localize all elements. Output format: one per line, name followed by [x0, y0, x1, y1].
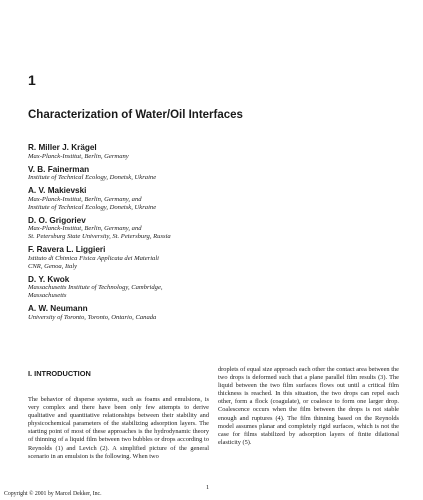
chapter-title: Characterization of Water/Oil Interfaces: [28, 109, 243, 121]
body-paragraph: The behavior of disperse systems, such as foams and emulsions, is very complex and there have been only few attempts to derive qualitative and quantitative relationships between their stability and physicochemical parameters of the stabilizing adsorption layers. The starting point of most of these approaches is the hydrodynamic theory of thinning of a liquid film between two bubbles or drops according to Reynolds (1) and Levich (2). A simplified picture of the general scenario in an emulsion is the following. When two: [28, 396, 209, 460]
author-entry: [28, 186, 398, 212]
author-entry: [28, 165, 398, 183]
author-affiliation: Max-Planck-Institut, Berlin, Germany, and: [28, 195, 142, 203]
author-affiliation: Istituto di Chimica Fisica Applicata dei Materiali: [28, 254, 160, 262]
chapter-number: 1: [28, 72, 36, 88]
body-paragraph: droplets of equal size approach each other the contact area between the two drops is deformed such that a plane parallel film results (3). The liquid between the two film surfaces flows out until a critical film thickness is reached. In this situation, the two drops can repel each other, form a flock (coagulate), or coalesce to form one larger drop. Coalescence occurs when the film between the drops is not stable enough and ruptures (4). The film thinning based on the Reynolds model assumes planar and completely rigid surfaces, which is not the case for films stabilized by adsorption layers of finite dilational elasticity (5).: [218, 366, 399, 446]
author-affiliation: St. Petersburg State University, St. Petersburg, Russia: [28, 233, 171, 240]
author-affiliation: Massachusetts Institute of Technology, Cambridge,: [28, 284, 163, 291]
section-heading: I. INTRODUCTION: [28, 369, 91, 378]
author-affiliation: Max-Planck-Institut, Berlin, Germany, and: [28, 225, 142, 232]
text-column-right: [218, 366, 399, 447]
author-entry: [28, 245, 398, 271]
author-affiliation: Massachusetts: [28, 292, 67, 299]
author-name: A. W. Neumann: [28, 304, 88, 313]
author-entry: [28, 275, 398, 301]
author-list: [28, 143, 398, 326]
author-entry: [28, 216, 398, 242]
author-name: R. Miller J. Krägel: [28, 143, 97, 152]
copyright-notice: Copyright © 2001 by Marcel Dekker, Inc.: [4, 491, 102, 497]
author-name: D. Y. Kwok: [28, 274, 70, 284]
text-column-left: [28, 369, 209, 461]
author-affiliation: University of Toronto, Toronto, Ontario, Canada: [28, 313, 157, 321]
author-name: A. V. Makievski: [28, 186, 87, 195]
author-affiliation: CNR, Genoa, Italy: [28, 262, 78, 270]
author-entry: [28, 304, 398, 322]
author-affiliation: Institute of Technical Ecology, Donetsk, Ukraine: [28, 203, 157, 211]
author-affiliation: Max-Planck-Institut, Berlin, Germany: [28, 152, 129, 160]
author-name: F. Ravera L. Liggieri: [28, 245, 106, 254]
page-number: 1: [206, 484, 210, 491]
author-entry: [28, 143, 398, 161]
author-affiliation: Institute of Technical Ecology, Donetsk, Ukraine: [28, 174, 157, 181]
author-name: V. B. Fainerman: [28, 164, 90, 174]
author-name: D. O. Grigoriev: [28, 215, 86, 225]
